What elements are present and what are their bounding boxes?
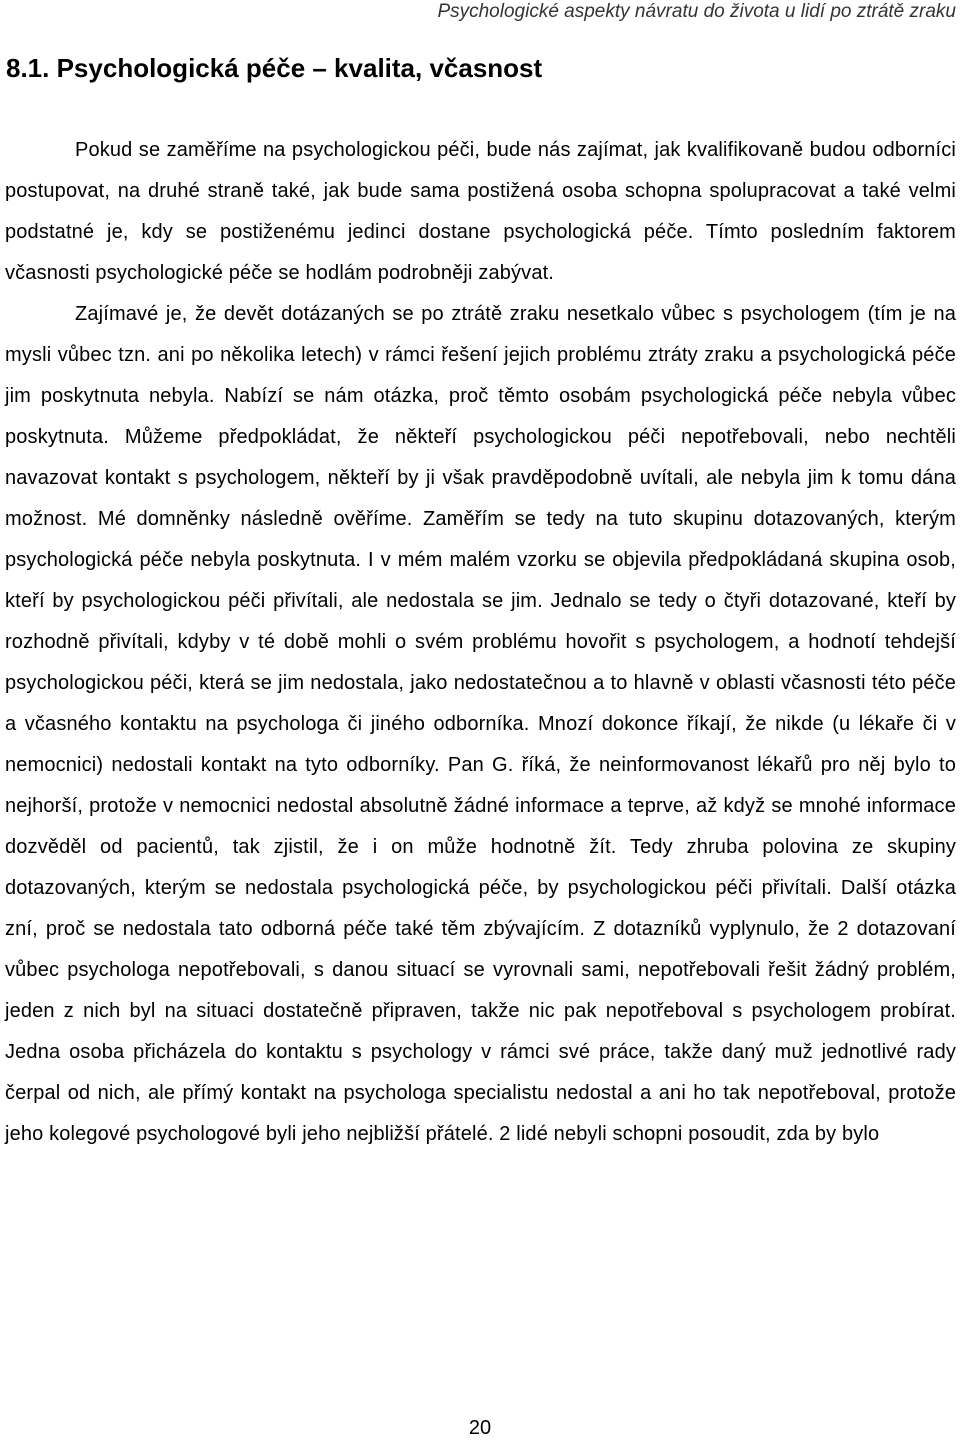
running-header: Psychologické aspekty návratu do života u lidí po ztrátě zraku	[437, 1, 956, 22]
paragraph-intro-text: Pokud se zaměříme na psychologickou péči, bude nás zajímat, jak kvalifikovaně budou odborníci postupovat, na druhé straně také, jak bude sama postižená osoba schopna spolupracovat a také velmi podstatné je, kdy se postiženému jedinci dostane psychologická péče. Tímto posledním faktorem včasnosti psychologické péče se hodlám podrobněji zabývat.	[5, 139, 956, 284]
page-number: 20	[468, 1417, 492, 1439]
paragraph-main	[5, 294, 956, 1155]
section-heading: 8.1. Psychologická péče – kvalita, včasnost	[6, 53, 543, 83]
body-text	[5, 130, 956, 1155]
paragraph-intro	[5, 130, 956, 294]
paragraph-main-text: Zajímavé je, že devět dotázaných se po ztrátě zraku nesetkalo vůbec s psychologem (tím je na mysli vůbec tzn. ani po několika letech) v rámci řešení jejich problému ztráty zraku a psychologická péče jim poskytnuta nebyla. Nabízí se nám otázka, proč těmto osobám psychologická péče nebyla vůbec poskytnuta. Můžeme předpokládat, že někteří psychologickou péči nepotřebovali, nebo nechtěli navazovat kontakt s psychologem, někteří by ji však pravděpodobně uvítali, ale nebyla jim k tomu dána možnost. Mé domněnky následně ověříme. Zaměřím se tedy na tuto skupinu dotazovaných, kterým psychologická péče nebyla poskytnuta. I v mém malém vzorku se objevila předpokládaná skupina osob, kteří by psychologickou péči přivítali, ale nedostala se jim. Jednalo se tedy o čtyři dotazované, kteří by rozhodně přivítali, kdyby v té době mohli o svém problému hovořit s psychologem, a hodnotí tehdejší psychologickou péči, která se jim nedostala, jako nedostatečnou a to hlavně v oblasti včasnosti této péče a včasného kontaktu na psychologa či jiného odborníka. Mnozí dokonce říkají, že nikde (u lékaře či v nemocnici) nedostali kontakt na tyto odborníky. Pan G. říká, že neinformovanost lékařů pro něj bylo to nejhorší, protože v nemocnici nedostal absolutně žádné informace a teprve, až když se mnohé informace dozvěděl od pacientů, tak zjistil, že i on může hodnotně žít. Tedy zhruba polovina ze skupiny dotazovaných, kterým se nedostala psychologická péče, by psychologickou péči přivítali. Další otázka zní, proč se nedostala tato odborná péče také těm zbývajícím. Z dotazníků vyplynulo, že 2 dotazovaní vůbec psychologa nepotřebovali, s danou situací se vyrovnali sami, nepotřebovali řešit žádný problém, jeden z nich byl na situaci dostatečně připraven, takže nic pak nepotřeboval s psychologem probírat. Jedna osoba přicházela do kontaktu s psychology v rámci své práce, takže daný muž jednotlivé rady čerpal od nich, ale přímý kontakt na psychologa specialistu nedostal a ani ho tak nepotřeboval, protože jeho kolegové psychologové byli jeho nejbližší přátelé. 2 lidé nebyli schopni posoudit, zda by bylo	[5, 303, 956, 1145]
